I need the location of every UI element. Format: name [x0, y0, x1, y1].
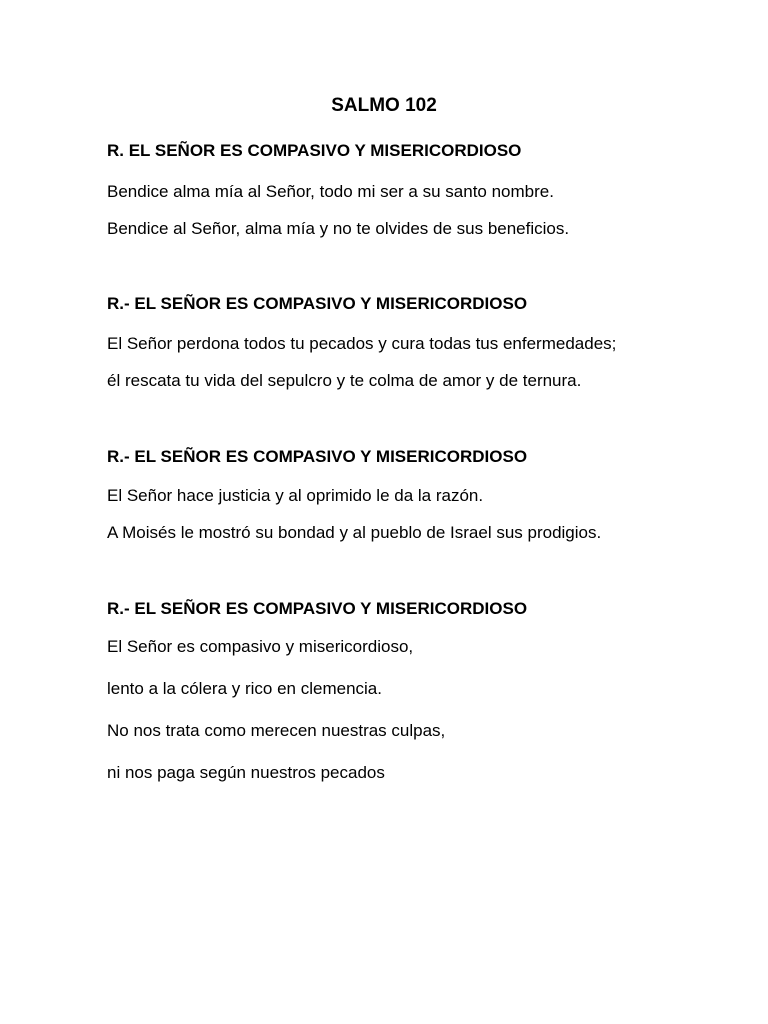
response-line: R.- EL SEÑOR ES COMPASIVO Y MISERICORDIOSO [107, 447, 528, 466]
verse-line: El Señor es compasivo y misericordioso, [107, 637, 414, 656]
verse-line: No nos trata como merecen nuestras culpas, [107, 721, 446, 740]
response-line: R. EL SEÑOR ES COMPASIVO Y MISERICORDIOSO [107, 141, 522, 160]
verse-line: A Moisés le mostró su bondad y al pueblo de Israel sus prodigios. [107, 523, 602, 542]
verse-line: lento a la cólera y rico en clemencia. [107, 679, 382, 698]
verse-line: Bendice al Señor, alma mía y no te olvides de sus beneficios. [107, 219, 570, 238]
response-line: R.- EL SEÑOR ES COMPASIVO Y MISERICORDIOSO [107, 294, 528, 313]
page-title: SALMO 102 [331, 95, 437, 116]
verse-line: Bendice alma mía al Señor, todo mi ser a su santo nombre. [107, 182, 554, 201]
verse-line: El Señor hace justicia y al oprimido le da la razón. [107, 486, 484, 505]
verse-line: El Señor perdona todos tu pecados y cura todas tus enfermedades; [107, 334, 617, 353]
verse-line: ni nos paga según nuestros pecados [107, 763, 385, 782]
response-line: R.- EL SEÑOR ES COMPASIVO Y MISERICORDIOSO [107, 599, 528, 618]
verse-line: él rescata tu vida del sepulcro y te colma de amor y de ternura. [107, 371, 582, 390]
